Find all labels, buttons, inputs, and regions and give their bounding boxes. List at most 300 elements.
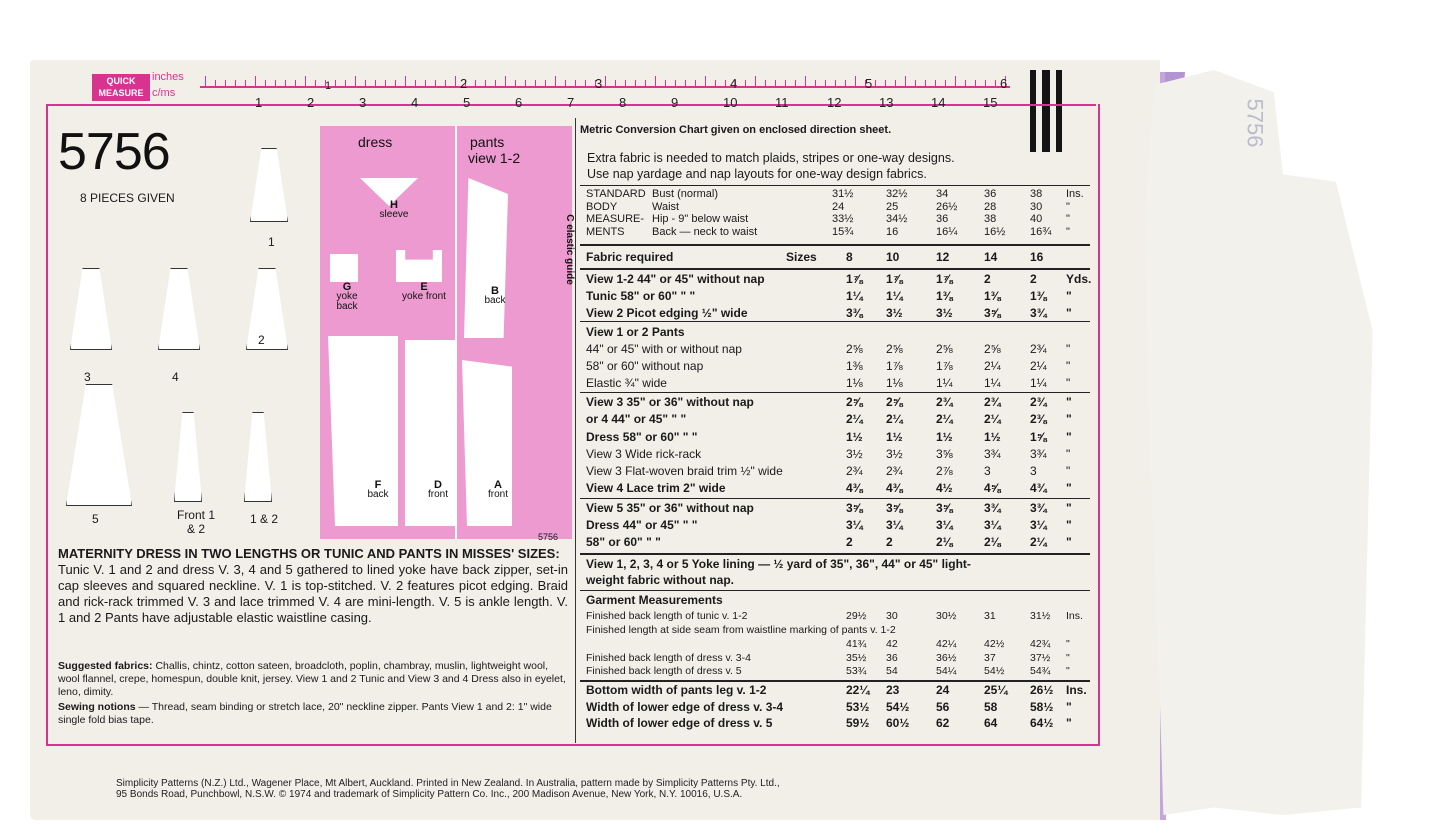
chart-cell: 25 xyxy=(886,200,899,213)
chart-cell: 3¾ xyxy=(984,447,1001,461)
chart-cell: 26½ xyxy=(936,200,958,213)
chart-row xyxy=(586,593,1086,609)
body-label: Hip - 9" below waist xyxy=(652,213,749,225)
envelope-flap xyxy=(1145,70,1375,815)
chart-row-label: Dress 44" or 45" " " xyxy=(586,518,698,532)
chart-cell: 3⅝ xyxy=(936,447,953,461)
ruler-tick xyxy=(805,76,806,88)
chart-unit: " xyxy=(1066,225,1070,238)
ruler-tick xyxy=(795,80,796,87)
ruler-tick xyxy=(815,80,816,87)
chart-unit: " xyxy=(1066,447,1071,461)
ruler-tick xyxy=(985,80,986,87)
ruler-tick xyxy=(525,80,526,87)
chart-cell: 1⅜ xyxy=(936,289,953,303)
quick-label: QUICK xyxy=(106,76,136,86)
small-pattern-number: 5756 xyxy=(538,532,559,542)
ruler-tick xyxy=(375,80,376,87)
chart-row-label: View 3 Wide rick-rack xyxy=(586,447,702,461)
chart-unit: " xyxy=(1066,289,1072,303)
pattern-piece-shape xyxy=(462,360,512,526)
chart-cell: 16 xyxy=(886,225,899,238)
chart-cell: 1¼ xyxy=(886,289,903,303)
chart-row xyxy=(586,306,1086,322)
chart-cell: 42¾ xyxy=(1030,638,1051,650)
ruler-tick xyxy=(475,80,476,87)
chart-cell: 3½ xyxy=(886,447,903,461)
ruler-tick xyxy=(495,80,496,87)
piece-letter: F xyxy=(374,479,382,491)
chart-row-label: Finished length at side seam from waistline marking of pants v. 1-2 xyxy=(586,624,896,636)
chart-cell: 2⅛ xyxy=(936,535,953,549)
chart-unit: " xyxy=(1066,376,1071,390)
chart-unit: Ins. xyxy=(1066,188,1084,200)
chart-cell: 2 xyxy=(886,535,893,549)
chart-row-label: View 4 Lace trim 2" wide xyxy=(586,481,726,495)
ruler-tick xyxy=(935,80,936,87)
chart-row-label: Width of lower edge of dress v. 3-4 xyxy=(586,700,784,714)
chart-row-label: View 5 35" or 36" without nap xyxy=(586,501,754,515)
chart-cell: 16½ xyxy=(984,225,1006,238)
view-label: 4 xyxy=(172,370,179,384)
chart-row xyxy=(586,481,1086,497)
piece-name: front xyxy=(427,489,448,500)
ruler-tick xyxy=(205,76,206,88)
chart-cell: 4¾ xyxy=(1030,481,1047,495)
view-label: 2 xyxy=(258,333,265,347)
chart-row-label: View 1-2 44" or 45" without nap xyxy=(586,272,765,286)
chart-cell: 64½ xyxy=(1030,716,1054,730)
chart-unit: " xyxy=(1066,665,1070,677)
ruler-cm-number: 15 xyxy=(983,95,998,110)
ruler-inch-number: 6 xyxy=(1000,76,1008,91)
chart-cell: 1¼ xyxy=(1030,376,1047,390)
piece-letter: A xyxy=(494,479,502,491)
ruler-tick xyxy=(585,80,586,87)
chart-cell: 36 xyxy=(984,188,997,200)
chart-cell: 23 xyxy=(886,683,900,697)
chart-cell: 2 xyxy=(984,272,991,286)
rule xyxy=(580,185,1090,186)
chart-cell: 4½ xyxy=(936,481,953,495)
chart-row xyxy=(586,342,1086,358)
chart-cell: 54¾ xyxy=(1030,665,1051,677)
ruler-tick xyxy=(875,80,876,87)
chart-cell: 26½ xyxy=(1030,683,1054,697)
chart-cell: 2⅜ xyxy=(1030,412,1047,426)
size-cell: 8 xyxy=(846,250,853,264)
chart-cell: 3 xyxy=(1030,464,1037,478)
ruler-tick xyxy=(905,76,906,88)
pattern-piece-label xyxy=(398,282,450,302)
ruler-tick xyxy=(855,76,856,88)
chart-cell: 1⅞ xyxy=(886,359,903,373)
ruler-tick xyxy=(725,80,726,87)
chart-unit: " xyxy=(1066,501,1072,515)
chart-cell: 4⅜ xyxy=(886,481,903,495)
elastic-guide-label: C elastic guide xyxy=(563,214,575,285)
body-group: MENTS xyxy=(586,225,625,238)
rule xyxy=(580,244,1090,246)
chart-cell: 53½ xyxy=(846,700,870,714)
chart-cell: 3⅜ xyxy=(846,306,863,320)
chart-cell: 1⅞ xyxy=(936,359,953,373)
chart-cell: 3¾ xyxy=(1030,306,1047,320)
chart-row xyxy=(586,395,1086,411)
ruler-tick xyxy=(685,80,686,87)
chart-cell: 42½ xyxy=(984,638,1005,650)
chart-row xyxy=(586,447,1086,463)
ruler-cm-number: 7 xyxy=(567,95,575,110)
chart-cell: 34 xyxy=(936,188,949,200)
chart-cell: 56 xyxy=(936,700,950,714)
ruler-tick xyxy=(965,80,966,87)
chart-cell: 2 xyxy=(846,535,853,549)
chart-cell: 30 xyxy=(886,610,898,622)
ruler-tick xyxy=(605,76,606,88)
ruler-tick xyxy=(785,80,786,87)
pattern-piece-label xyxy=(470,480,526,500)
chart-cell: 16¼ xyxy=(936,225,958,238)
chart-row-label: View 3 35" or 36" without nap xyxy=(586,395,754,409)
ruler-tick xyxy=(635,80,636,87)
chart-unit: " xyxy=(1066,200,1070,213)
ruler-tick xyxy=(995,80,996,87)
chart-cell: 37½ xyxy=(1030,652,1051,664)
ruler-cm-number: 5 xyxy=(463,95,471,110)
chart-cell: 60½ xyxy=(886,716,910,730)
chart-unit: " xyxy=(1066,342,1071,356)
chart-row-label: Elastic ¾" wide xyxy=(586,376,667,390)
sewing-notions xyxy=(58,701,568,727)
chart-cell: 59½ xyxy=(846,716,870,730)
chart-row xyxy=(586,716,1086,732)
chart-row-label: View 1 or 2 Pants xyxy=(586,325,685,339)
body-group: BODY xyxy=(586,200,618,213)
chart-unit: " xyxy=(1066,395,1072,409)
chart-cell: 3⅝ xyxy=(984,306,1001,320)
ruler-tick xyxy=(355,76,356,88)
chart-row xyxy=(586,359,1086,375)
rule xyxy=(580,590,1090,591)
chart-cell: 2¾ xyxy=(886,464,903,478)
ruler-inch-number: 5 xyxy=(865,76,873,91)
pattern-piece-label xyxy=(340,480,416,500)
size-cell: 14 xyxy=(984,250,998,264)
piece-name: yoke back xyxy=(336,291,358,312)
fabrics-text: Challis, chintz, cotton sateen, broadcloth, poplin, chambray, muslin, lightweight wool, wool flannel, crepe, homespun, double knit, jersey. View 1 and 2 Tunic and View 3 and 4 Dress also in eyelet, leno, dimity. xyxy=(58,660,566,698)
ruler-tick xyxy=(515,80,516,87)
chart-row xyxy=(586,430,1086,446)
chart-cell: 3¼ xyxy=(1030,518,1047,532)
chart-cell: 31½ xyxy=(1030,610,1051,622)
chart-cell: 2¼ xyxy=(984,359,1001,373)
ruler-tick xyxy=(285,80,286,87)
chart-cell: 36½ xyxy=(936,652,957,664)
chart-cell: 1⅜ xyxy=(846,359,863,373)
chart-cell: 42 xyxy=(886,638,898,650)
chart-note-2: Use nap yardage and nap layouts for one-way design fabrics. xyxy=(587,167,927,181)
ruler-tick xyxy=(395,80,396,87)
chart-cell: 24 xyxy=(936,683,950,697)
ruler-tick xyxy=(275,80,276,87)
chart-cell: 2¼ xyxy=(936,412,953,426)
ruler-tick xyxy=(485,80,486,87)
body-label: Back — neck to waist xyxy=(652,225,758,238)
chart-cell: 3 xyxy=(984,464,991,478)
chart-cell: 25¼ xyxy=(984,683,1008,697)
chart-cell: 36 xyxy=(936,213,949,225)
ruler-tick xyxy=(435,80,436,87)
ruler-tick xyxy=(755,76,756,88)
chart-cell: 58½ xyxy=(1030,700,1054,714)
chart-row-label: 44" or 45" with or without nap xyxy=(586,342,742,356)
ruler-tick xyxy=(705,76,706,88)
piece-name: yoke front xyxy=(402,291,446,302)
chart-cell: 1½ xyxy=(846,430,863,444)
ruler-tick xyxy=(545,80,546,87)
chart-cell: 28 xyxy=(984,200,997,213)
ruler-cm-number: 8 xyxy=(619,95,627,110)
chart-cell: 2⅝ xyxy=(936,342,953,356)
piece-letter: H xyxy=(390,199,398,211)
chart-cell: 58 xyxy=(984,700,998,714)
chart-unit: " xyxy=(1066,464,1071,478)
size-cell: 12 xyxy=(936,250,950,264)
chart-row xyxy=(586,700,1086,716)
chart-cell: 2¾ xyxy=(936,395,953,409)
chart-cell: 2⅝ xyxy=(886,395,903,409)
body-group: STANDARD xyxy=(586,188,646,200)
chart-cell: 15¾ xyxy=(832,225,854,238)
chart-cell: 22¼ xyxy=(846,683,870,697)
ruler-tick xyxy=(295,80,296,87)
ruler-tick xyxy=(885,80,886,87)
chart-cell: 3½ xyxy=(886,306,903,320)
chart-cell: 30½ xyxy=(936,610,957,622)
ruler-inch-number: 1 xyxy=(325,80,332,92)
ruler-inch-number: 4 xyxy=(730,76,738,91)
ruler-tick xyxy=(925,80,926,87)
ruler-tick xyxy=(565,80,566,87)
chart-cell: 37 xyxy=(984,652,996,664)
chart-cell: 2¼ xyxy=(1030,359,1047,373)
ruler-tick xyxy=(895,80,896,87)
ruler-cm-number: 6 xyxy=(515,95,523,110)
chart-unit: Ins. xyxy=(1066,610,1083,622)
chart-cell: 1½ xyxy=(886,430,903,444)
ruler-cm-number: 10 xyxy=(723,95,738,110)
rule xyxy=(580,553,1090,555)
pattern-piece-label xyxy=(330,282,364,312)
chart-cell: 30 xyxy=(1030,200,1043,213)
chart-cell: 62 xyxy=(936,716,950,730)
chart-cell: 3¼ xyxy=(846,518,863,532)
measure-label: MEASURE xyxy=(98,88,144,98)
chart-cell: 1⅜ xyxy=(984,289,1001,303)
chart-row-label: View 2 Picot edging ½" wide xyxy=(586,306,748,320)
ruler-cms-label: c/ms xyxy=(152,87,176,99)
ruler-tick xyxy=(615,80,616,87)
dress-header: dress xyxy=(358,134,393,150)
chart-cell: 3⅝ xyxy=(846,501,863,515)
footer xyxy=(116,778,780,800)
ruler-tick xyxy=(345,80,346,87)
chart-cell: 1¼ xyxy=(936,376,953,390)
chart-cell: 38 xyxy=(984,213,997,225)
footer-line-1: Simplicity Patterns (N.Z.) Ltd., Wagener Place, Mt Albert, Auckland. Printed in New Zealand. In Australia, pattern made by Simplicity Patterns Pty. Ltd., xyxy=(116,778,780,789)
ruler-tick xyxy=(955,76,956,88)
ruler-cm-number: 4 xyxy=(411,95,419,110)
pattern-number: 5756 xyxy=(58,123,170,181)
chart-cell: 54½ xyxy=(886,700,910,714)
chart-cell: 2 xyxy=(1030,272,1037,286)
rule xyxy=(580,321,1090,322)
chart-cell: 36 xyxy=(886,652,898,664)
footer-line-2: 95 Bonds Road, Punchbowl, N.S.W. © 1974 and trademark of Simplicity Pattern Co. Inc., 200 Madison Avenue, New York, N.Y. 10016, U.S.A. xyxy=(116,789,743,800)
chart-cell: 1⅞ xyxy=(936,272,953,286)
view-label: 1 xyxy=(268,235,275,249)
chart-cell: 38 xyxy=(1030,188,1043,200)
ruler-tick xyxy=(315,80,316,87)
chart-unit: " xyxy=(1066,638,1070,650)
chart-row-label: 58" or 60" " " xyxy=(586,535,661,549)
ruler-tick xyxy=(505,76,506,88)
ruler-tick xyxy=(715,80,716,87)
ruler-tick xyxy=(445,80,446,87)
chart-cell: 34½ xyxy=(886,213,908,225)
chart-cell: 2⅝ xyxy=(984,342,1001,356)
pattern-piece-label xyxy=(470,286,520,306)
body-measure-row xyxy=(586,226,1086,242)
chart-row-label: Width of lower edge of dress v. 5 xyxy=(586,716,773,730)
ruler-tick xyxy=(225,80,226,87)
body-label: Bust (normal) xyxy=(652,188,719,200)
ruler-tick xyxy=(575,80,576,87)
chart-note-1: Extra fabric is needed to match plaids, stripes or one-way designs. xyxy=(587,151,955,165)
chart-row-label: Finished back length of dress v. 5 xyxy=(586,665,742,677)
chart-unit: " xyxy=(1066,359,1071,373)
chart-row xyxy=(586,665,1086,681)
chart-row-label: weight fabric without nap. xyxy=(586,573,734,587)
chart-row xyxy=(586,535,1086,551)
chart-cell: 32½ xyxy=(886,188,908,200)
ruler-tick xyxy=(625,80,626,87)
ruler-cm-number: 11 xyxy=(775,95,789,110)
piece-name: back xyxy=(484,295,506,306)
chart-unit: " xyxy=(1066,213,1070,225)
chart-row xyxy=(586,464,1086,480)
chart-row xyxy=(586,573,1086,589)
chart-cell: 3⅝ xyxy=(886,501,903,515)
notions-label: Sewing notions xyxy=(58,701,136,713)
chart-row xyxy=(586,501,1086,517)
view-label: 1 & 2 xyxy=(250,512,279,526)
piece-letter: G xyxy=(342,281,352,293)
chart-cell: 1⅞ xyxy=(846,272,863,286)
chart-cell: 1⅛ xyxy=(846,376,863,390)
chart-cell: 54 xyxy=(886,665,898,677)
ruler-tick xyxy=(745,80,746,87)
chart-cell: 16¾ xyxy=(1030,225,1052,238)
chart-cell: 2¾ xyxy=(984,395,1001,409)
chart-cell: 3¼ xyxy=(886,518,903,532)
chart-row-label: Tunic 58" or 60" " " xyxy=(586,289,696,303)
chart-cell: 35½ xyxy=(846,652,867,664)
chart-cell: 3¼ xyxy=(936,518,953,532)
chart-row-label: 58" or 60" without nap xyxy=(586,359,704,373)
chart-cell: 1½ xyxy=(984,430,1001,444)
piece-name: sleeve xyxy=(379,209,409,220)
chart-row xyxy=(586,557,1086,573)
pants-view-label: view 1-2 xyxy=(468,150,521,166)
fabric-required-label: Fabric required xyxy=(586,250,674,264)
pattern-piece-shape xyxy=(330,254,358,282)
chart-row-label: View 1, 2, 3, 4 or 5 Yoke lining — ½ yard of 35", 36", 44" or 45" light- xyxy=(586,557,971,571)
ruler-tick xyxy=(425,80,426,87)
view-label: 5 xyxy=(92,512,99,526)
pattern-piece-shape xyxy=(464,178,508,338)
chart-cell: 3⅝ xyxy=(936,501,953,515)
chart-unit: " xyxy=(1066,306,1072,320)
ruler-tick xyxy=(455,76,456,88)
chart-cell: 3¾ xyxy=(984,501,1001,515)
chart-cell: 4⅜ xyxy=(846,481,863,495)
ruler-tick xyxy=(665,80,666,87)
chart-cell: 2¾ xyxy=(1030,342,1047,356)
ruler-tick xyxy=(915,80,916,87)
body-label: Waist xyxy=(652,200,680,213)
chart-cell: 1⅜ xyxy=(1030,289,1047,303)
sizes-label: Sizes xyxy=(786,250,817,264)
chart-cell: 2⅛ xyxy=(984,535,1001,549)
ruler-tick xyxy=(265,80,266,87)
chart-row-label: Dress 58" or 60" " " xyxy=(586,430,698,444)
chart-cell: 3¼ xyxy=(984,518,1001,532)
chart-cell: 3¾ xyxy=(1030,501,1047,515)
chart-cell: 42¼ xyxy=(936,638,957,650)
ruler-cm-number: 1 xyxy=(255,95,263,110)
ruler-tick xyxy=(305,76,306,88)
ruler-inch-number: 2 xyxy=(460,76,468,91)
pieces-given: 8 PIECES GIVEN xyxy=(80,191,175,205)
ruler-tick xyxy=(415,80,416,87)
chart-row xyxy=(586,325,1086,341)
chart-row xyxy=(586,289,1086,305)
chart-cell: 1½ xyxy=(936,430,953,444)
chart-cell: 2¾ xyxy=(846,464,863,478)
chart-cell: 64 xyxy=(984,716,998,730)
piece-letter: D xyxy=(434,479,442,491)
flap-pattern-number: 5756 xyxy=(1242,98,1268,148)
chart-cell: 2¾ xyxy=(1030,395,1047,409)
ruler-tick xyxy=(215,80,216,87)
chart-unit: " xyxy=(1066,518,1072,532)
chart-cell: 2¼ xyxy=(984,412,1001,426)
pattern-piece-label xyxy=(410,480,466,500)
chart-cell: 54¼ xyxy=(936,665,957,677)
chart-cell: 2⅝ xyxy=(846,342,863,356)
ruler-tick xyxy=(975,80,976,87)
chart-row-label: or 4 44" or 45" " " xyxy=(586,412,687,426)
chart-cell: 4⅝ xyxy=(984,481,1001,495)
description-body: Tunic V. 1 and 2 and dress V. 3, 4 and 5 gathered to lined yoke have back zipper, set-in cap sleeves and squared neckline. V. 1 is top-stitched. V. 2 features picot edging. Braid and rick-rack trimmed V. 3 and lace trimmed V. 4 are mini-length. V. 5 is ankle length. V. 1 and 2 Pants have adjustable elastic waistline casing. xyxy=(58,562,568,625)
size-cell: 10 xyxy=(886,250,900,264)
ruler-cm-number: 14 xyxy=(931,95,946,110)
ruler-tick xyxy=(255,76,256,88)
chart-cell: 2¼ xyxy=(886,412,903,426)
ruler-tick xyxy=(695,80,696,87)
